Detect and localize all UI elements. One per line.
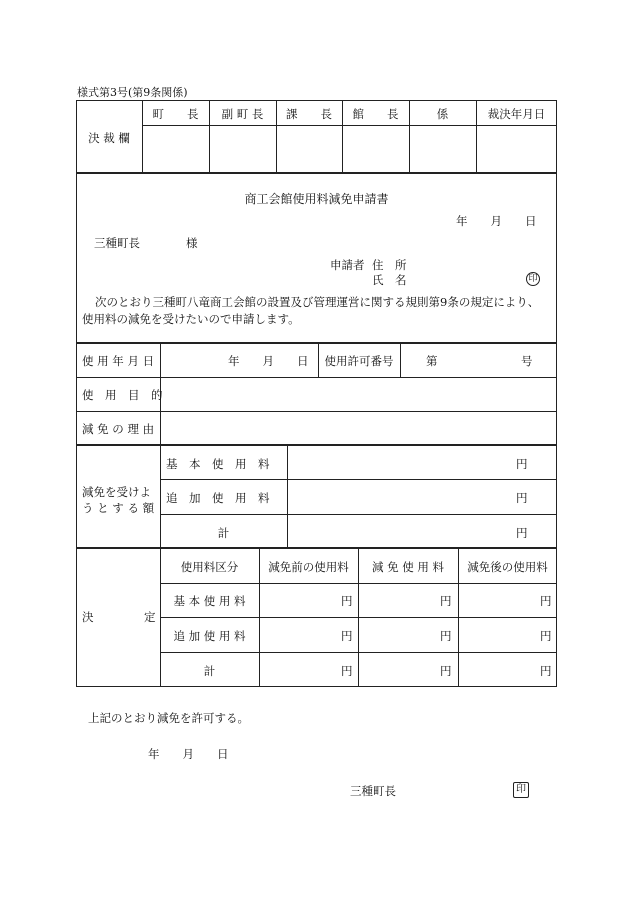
reduction-total-yen: 円 bbox=[516, 526, 528, 540]
form-number: 様式第3号(第9条関係) bbox=[77, 86, 188, 99]
approval-header-hall-director: 館 長 bbox=[352, 107, 399, 121]
usage-date-label: 使 用 年 月 日 bbox=[82, 354, 155, 368]
reduction-label-line1: 減免を受けよ bbox=[82, 485, 151, 499]
decision-header-reduction: 減 免 使 用 料 bbox=[371, 560, 445, 574]
application-title: 商工会館使用料減免申請書 bbox=[244, 192, 389, 206]
reduction-label-line2: う と す る 額 bbox=[82, 501, 155, 515]
decision-header-before: 減免前の使用料 bbox=[268, 560, 349, 574]
decision-header-after: 減免後の使用料 bbox=[467, 560, 548, 574]
decision-yen: 円 bbox=[540, 664, 552, 678]
decision-header-category: 使用料区分 bbox=[180, 560, 239, 574]
reduction-basic-yen: 円 bbox=[516, 457, 528, 471]
approval-header-staff: 係 bbox=[436, 107, 449, 121]
approval-header-section-chief: 課 長 bbox=[286, 107, 332, 121]
decision-yen: 円 bbox=[341, 594, 353, 608]
addressee: 三種町長 様 bbox=[94, 236, 198, 250]
seal-mark: 印 bbox=[526, 272, 540, 286]
name-label: 氏 名 bbox=[372, 273, 407, 287]
purpose-label: 使 用 目 的 bbox=[82, 388, 163, 402]
decision-row-total: 計 bbox=[203, 664, 216, 678]
decision-label-right: 定 bbox=[144, 610, 156, 624]
reduction-total-label: 計 bbox=[217, 526, 230, 540]
approval-row-label: 決 裁 欄 bbox=[88, 131, 130, 145]
application-body-line1: 次のとおり三種町八竜商工会館の設置及び管理運営に関する規則第9条の規定により、 bbox=[95, 295, 540, 309]
approval-text: 上記のとおり減免を許可する。 bbox=[88, 711, 249, 725]
decision-yen: 円 bbox=[540, 594, 552, 608]
decision-row-basic: 基 本 使 用 料 bbox=[173, 594, 246, 608]
application-date: 年 月 日 bbox=[456, 214, 537, 228]
approval-header-decision-date: 裁決年月日 bbox=[487, 107, 546, 121]
approval-header-mayor: 町 長 bbox=[152, 107, 199, 121]
decision-yen: 円 bbox=[341, 664, 353, 678]
decision-row-additional: 追 加 使 用 料 bbox=[173, 629, 246, 643]
mayor-signature-label: 三種町長 bbox=[350, 784, 396, 798]
permit-suffix: 号 bbox=[521, 354, 533, 368]
reduction-additional-label: 追 加 使 用 料 bbox=[166, 491, 270, 505]
applicant-label: 申請者 bbox=[330, 258, 365, 272]
reduction-additional-yen: 円 bbox=[516, 491, 528, 505]
application-body-line2: 使用料の減免を受けたいので申請します。 bbox=[82, 312, 300, 326]
decision-yen: 円 bbox=[540, 629, 552, 643]
decision-label-left: 決 bbox=[82, 610, 94, 624]
permit-number-label: 使用許可番号 bbox=[324, 354, 394, 368]
address-label: 住 所 bbox=[372, 258, 407, 272]
permit-prefix: 第 bbox=[426, 354, 438, 368]
approval-date: 年 月 日 bbox=[148, 747, 229, 761]
reason-label: 減 免 の 理 由 bbox=[82, 422, 155, 436]
usage-date-value: 年 月 日 bbox=[228, 354, 309, 368]
decision-yen: 円 bbox=[440, 664, 452, 678]
approval-header-deputy-mayor: 副 町 長 bbox=[221, 107, 264, 121]
decision-yen: 円 bbox=[440, 594, 452, 608]
decision-yen: 円 bbox=[341, 629, 353, 643]
reduction-basic-label: 基 本 使 用 料 bbox=[166, 457, 270, 471]
decision-yen: 円 bbox=[440, 629, 452, 643]
mayor-seal: 印 bbox=[513, 782, 529, 798]
